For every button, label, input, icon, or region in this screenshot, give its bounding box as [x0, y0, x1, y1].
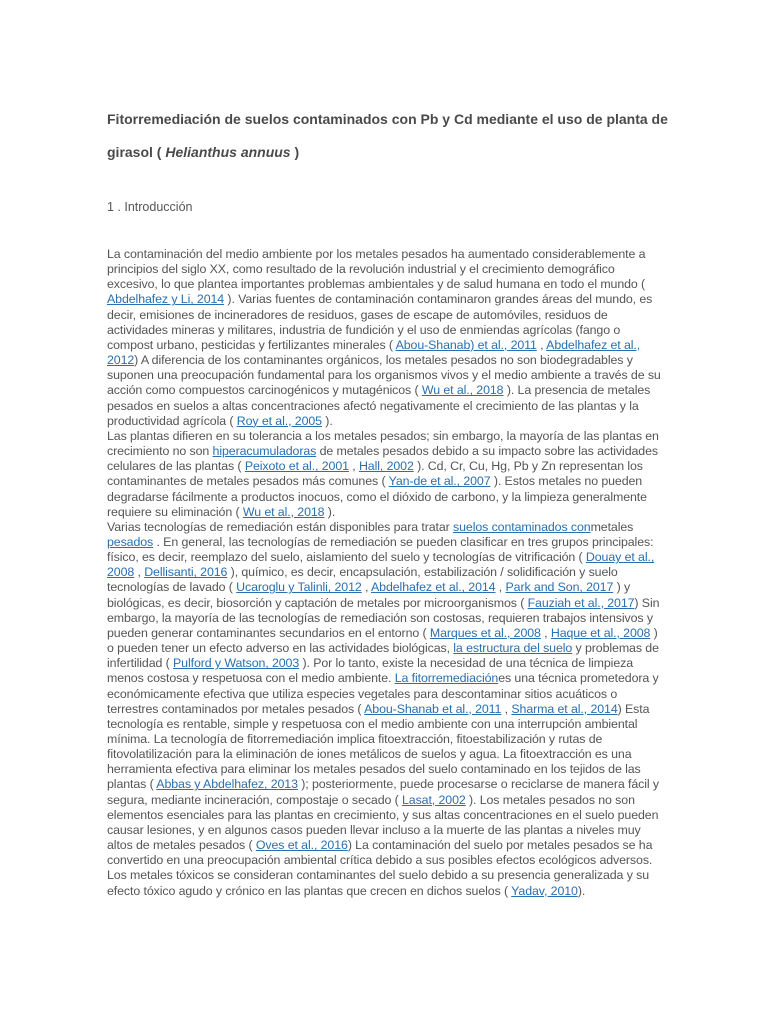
term-link[interactable]: suelos contaminados con	[453, 519, 591, 534]
text-run: ,	[540, 625, 551, 640]
text-run: ,	[134, 565, 145, 580]
text-run: y problemas de infertilidad (	[107, 641, 659, 671]
ref-link[interactable]: Dellisanti, 2016	[144, 565, 228, 580]
text-run: ,	[348, 459, 359, 474]
text-run: ) Sin embargo, la mayoría de las tecnologías de remediación son costosas, requieren trabajos intensivos y pueden generar contaminantes secundarios en el entorno (	[107, 595, 660, 640]
ref-link[interactable]: Ucaroglu y Talinli, 2012	[236, 580, 362, 595]
ref-link[interactable]: Wu et al., 2018	[421, 383, 504, 398]
ref-link[interactable]: Abbas y Abdelhafez, 2013	[156, 777, 298, 792]
ref-link[interactable]: Park and Son, 2017	[505, 580, 614, 595]
paragraph-2	[107, 429, 665, 520]
text-run: ,	[495, 580, 506, 595]
ref-link[interactable]: Peixoto et al., 2001	[244, 459, 349, 474]
ref-link[interactable]: Wu et al., 2018	[242, 504, 325, 519]
text-run: ,	[536, 337, 547, 352]
document-title	[107, 103, 707, 169]
text-run: ) A diferencia de los contaminantes orgánicos, los metales pesados no son biodegradables y suponen una preocupación fundamental para los organismos vivos y el medio ambiente a través de su acción como compuestos carcinogénicos y mutagénicos (	[107, 353, 661, 398]
term-link[interactable]: pesados	[107, 534, 154, 549]
ref-link[interactable]: Douay et al., 2008	[107, 550, 655, 580]
text-run: Varias tecnologías de remediación están disponibles para tratar	[107, 519, 454, 534]
body-text	[107, 247, 665, 899]
ref-link[interactable]: Marques et al., 2008	[429, 625, 541, 640]
text-run: ).	[577, 883, 586, 898]
text-run: ). Cd, Cr, Cu, Hg, Pb y Zn representan los contaminantes de metales pesados más comunes (	[107, 459, 643, 489]
text-run: es una técnica prometedora y económicamente efectiva que utiliza especies vegetales para descontaminar sitios acuáticos o terrestres contaminados por metales pesados (	[107, 671, 659, 716]
text-run: ).	[324, 504, 336, 519]
text-run: ). Por lo tanto, existe la necesidad de una técnica de limpieza menos costosa y respetuosa con el medio ambiente.	[107, 656, 633, 686]
section-heading: 1 . Introducción	[107, 200, 193, 214]
ref-link[interactable]: Fauziah et al., 2017	[527, 595, 635, 610]
text-run: ). Los metales pesados no son elementos esenciales para las plantas en crecimiento, y sus altas concentraciones en el suelo pueden causar lesiones, y en algunos casos pueden llevar incluso a la muerte de las plantas a niveles muy altos de metales pesados (	[107, 792, 659, 853]
text-run: ); posteriormente, puede procesarse o reciclarse de manera fácil y segura, mediante incineración, compostaje o secado (	[107, 777, 659, 807]
ref-link[interactable]: Abdelhafez et al., 2012	[107, 337, 641, 368]
ref-link[interactable]: Yan-de et al., 2007	[388, 474, 491, 489]
title-text: Fitorremediación de suelos contaminados con Pb y Cd mediante el uso de planta de girasol (	[107, 111, 668, 160]
paragraph-1	[107, 247, 665, 429]
paragraph-3	[107, 520, 665, 899]
ref-link[interactable]: Hall, 2002	[358, 459, 414, 474]
text-run: ) Esta tecnología es rentable, simple y respetuosa con el medio ambiente con una interrupción ambiental mínima. La tecnología de fitorremediación implica fitoextracción, fitoestabilización y rutas de fitovolatilización para la eliminación de iones metálicos de suelos y agua. La fitoextracción es una herramienta efectiva para eliminar los metales pesados del suelo contaminado en los tejidos de las plantas (	[107, 701, 650, 792]
text-run: metales	[590, 519, 634, 534]
ref-link[interactable]: Roy et al., 2005	[236, 413, 322, 428]
text-run: . En general, las tecnologías de remediación se pueden clasificar en tres grupos principales: físico, es decir, reemplazo del suelo, aislamiento del suelo y tecnologías de vitrificación (	[107, 534, 654, 565]
text-run: ,	[361, 580, 371, 595]
term-link[interactable]: la estructura del suelo	[453, 641, 573, 656]
ref-link[interactable]: Pulford y Watson, 2003	[173, 656, 300, 671]
text-run: ) o pueden tener un efecto adverso en las actividades biológicas,	[107, 625, 658, 656]
ref-link[interactable]: Yadav, 2010	[511, 883, 578, 898]
term-link[interactable]: La fitorremediación	[394, 671, 499, 686]
title-species: Helianthus annuus	[161, 144, 295, 160]
ref-link[interactable]: Abdelhafez y Li, 2014	[107, 292, 225, 307]
text-run: ) La contaminación del suelo por metales pesados se ha convertido en una preocupación ambiental crítica debido a sus posibles efectos ecológicos adversos. Los metales tóxicos se consideran contaminantes del suelo debido a su presencia generalizada y su efecto tóxico agudo y crónico en las plantas que crecen en dichos suelos (	[107, 838, 653, 898]
title-suffix: )	[294, 144, 300, 160]
ref-link[interactable]: Abou-Shanab et al., 2011	[364, 701, 502, 716]
ref-link[interactable]: Oves et al., 2016	[255, 838, 348, 853]
text-run: ). Varias fuentes de contaminación contaminaron grandes áreas del mundo, es decir, emisiones de incineradores de residuos, gases de escape de automóviles, residuos de actividades mineras y militares, industria de fundición y el uso de enmiendas agrícolas (fango o compost urbano, pesticidas y fertilizantes minerales (	[107, 292, 653, 352]
text-run: Las plantas difieren en su tolerancia a los metales pesados; sin embargo, la mayoría de las plantas en crecimiento no son	[107, 428, 659, 459]
text-run: ) y biológicas, es decir, biosorción y captación de metales por microorganismos (	[107, 580, 631, 610]
text-run: de metales pesados debido a su impacto sobre las actividades celulares de las plantas (	[107, 444, 658, 474]
ref-link[interactable]: Abou-Shanab) et al., 2011	[395, 337, 537, 352]
text-run: ). Estos metales no pueden degradarse fácilmente a productos inocuos, como el dióxido de carbono, y la limpieza generalmente requiere su eliminación (	[107, 474, 647, 519]
ref-link[interactable]: Lasat, 2002	[402, 792, 466, 807]
text-run: ,	[501, 701, 512, 716]
text-run: ).	[321, 413, 333, 428]
text-run: ). La presencia de metales pesados en suelos a altas concentraciones afectó negativamente el crecimiento de las plantas y la productividad agrícola (	[107, 383, 651, 428]
text-run: La contaminación del medio ambiente por los metales pesados ha aumentado considerablemente a principios del siglo XX, como resultado de la revolución industrial y el crecimiento demográfico excesivo, lo que plantea importantes problemas ambientales y de salud humana en todo el mundo (	[107, 247, 646, 292]
ref-link[interactable]: Abdelhafez et al., 2014	[371, 580, 496, 595]
ref-link[interactable]: Haque et al., 2008	[550, 625, 651, 640]
ref-link[interactable]: Sharma et al., 2014	[511, 701, 618, 716]
term-link[interactable]: hiperacumuladoras	[212, 444, 317, 459]
text-run: ), químico, es decir, encapsulación, estabilización / solidificación y suelo tecnologías de lavado (	[107, 565, 618, 595]
